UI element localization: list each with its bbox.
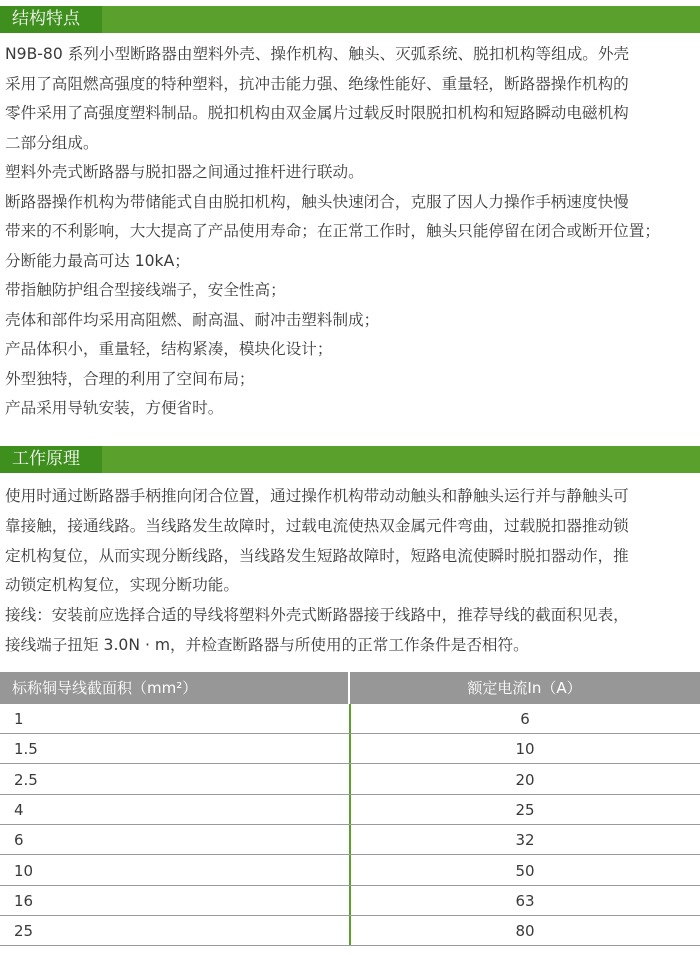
text-line: 断路器操作机构为带储能式自由脱扣机构，触头快速闭合，克服了因人力操作手柄速度快慢 — [5, 192, 629, 211]
table-header-rated-current: 额定电流In（A） — [467, 679, 582, 697]
text-line: 动锁定机构复位，实现分断功能。 — [5, 576, 239, 595]
cell-cross-section: 1.5 — [14, 740, 38, 759]
table-row — [0, 795, 700, 825]
text-line: 定机构复位，从而实现分断线路，当线路发生短路故障时，短路电流使瞬时脱扣器动作，推 — [5, 546, 629, 565]
cell-cross-section: 25 — [14, 922, 34, 941]
cell-rated-current: 32 — [515, 831, 535, 850]
cell-rated-current: 50 — [515, 861, 535, 880]
table-row — [0, 886, 700, 916]
cell-rated-current: 10 — [515, 740, 535, 759]
text-line: 靠接触，接通线路。当线路发生故障时，过载电流使热双金属元件弯曲，过载脱扣器推动锁 — [5, 516, 629, 535]
text-line: 采用了高阻燃高强度的特种塑料，抗冲击能力强、绝缘性能好、重量轻，断路器操作机构的 — [5, 74, 629, 93]
table-row — [0, 825, 700, 855]
text-line: 带来的不利影响，大大提高了产品使用寿命；在正常工作时，触头只能停留在闭合或断开位置； — [5, 222, 660, 240]
text-line: 塑料外壳式断路器与脱扣器之间通过推杆进行联动。 — [5, 163, 364, 181]
section-header-structure — [0, 6, 700, 33]
cell-cross-section: 6 — [14, 831, 24, 850]
cell-cross-section: 4 — [14, 800, 24, 819]
table-row — [0, 704, 700, 734]
text-line: 二部分组成。 — [5, 133, 99, 152]
cell-rated-current: 25 — [515, 800, 535, 819]
text-line: 壳体和部件均采用高阻燃、耐高温、耐冲击塑料制成； — [5, 310, 380, 329]
text-line: 产品体积小，重量轻，结构紧凑，模块化设计； — [5, 340, 333, 358]
table-header-cross-section: 标称铜导线截面积（mm²） — [12, 679, 198, 697]
text-line: 外型独特，合理的利用了空间布局； — [5, 369, 255, 388]
text-line: 带指触防护组合型接线端子，安全性高； — [5, 281, 286, 299]
table-row — [0, 856, 700, 886]
table-row — [0, 734, 700, 764]
text-line: 产品采用导轨安装，方便省时。 — [5, 399, 224, 417]
section-title-principle: 工作原理 — [0, 446, 102, 473]
section-header-principle — [0, 446, 700, 473]
cell-rated-current: 63 — [515, 891, 535, 910]
text-line: 使用时通过断路器手柄推向闭合位置，通过操作机构带动动触头和静触头运行并与静触头可 — [5, 487, 629, 505]
table-header — [0, 672, 700, 704]
cell-rated-current: 80 — [515, 922, 535, 941]
table-row — [0, 916, 700, 946]
section-title-structure: 结构特点 — [0, 6, 102, 33]
text-line: 接线端子扭矩 3.0N · m，并检查断路器与所使用的正常工作条件是否相符。 — [5, 636, 529, 654]
cell-cross-section: 10 — [14, 861, 34, 880]
cell-cross-section: 16 — [14, 891, 34, 910]
table-row — [0, 765, 700, 795]
text-line: 接线：安装前应选择合适的导线将塑料外壳式断路器接于线路中，推荐导线的截面积见表， — [5, 606, 629, 625]
cell-cross-section: 1 — [14, 710, 24, 728]
cell-rated-current: 6 — [520, 710, 530, 728]
text-line: 零件采用了高强度塑料制品。脱扣机构由双金属片过载反时限脱扣机构和短路瞬动电磁机构 — [5, 104, 629, 122]
text-line: N9B-80 系列小型断路器由塑料外壳、操作机构、触头、灭弧系统、脱扣机构等组成。外壳 — [5, 45, 630, 63]
cell-cross-section: 2.5 — [14, 770, 38, 789]
cell-rated-current: 20 — [515, 770, 535, 789]
text-line: 分断能力最高可达 10kA； — [5, 251, 190, 270]
